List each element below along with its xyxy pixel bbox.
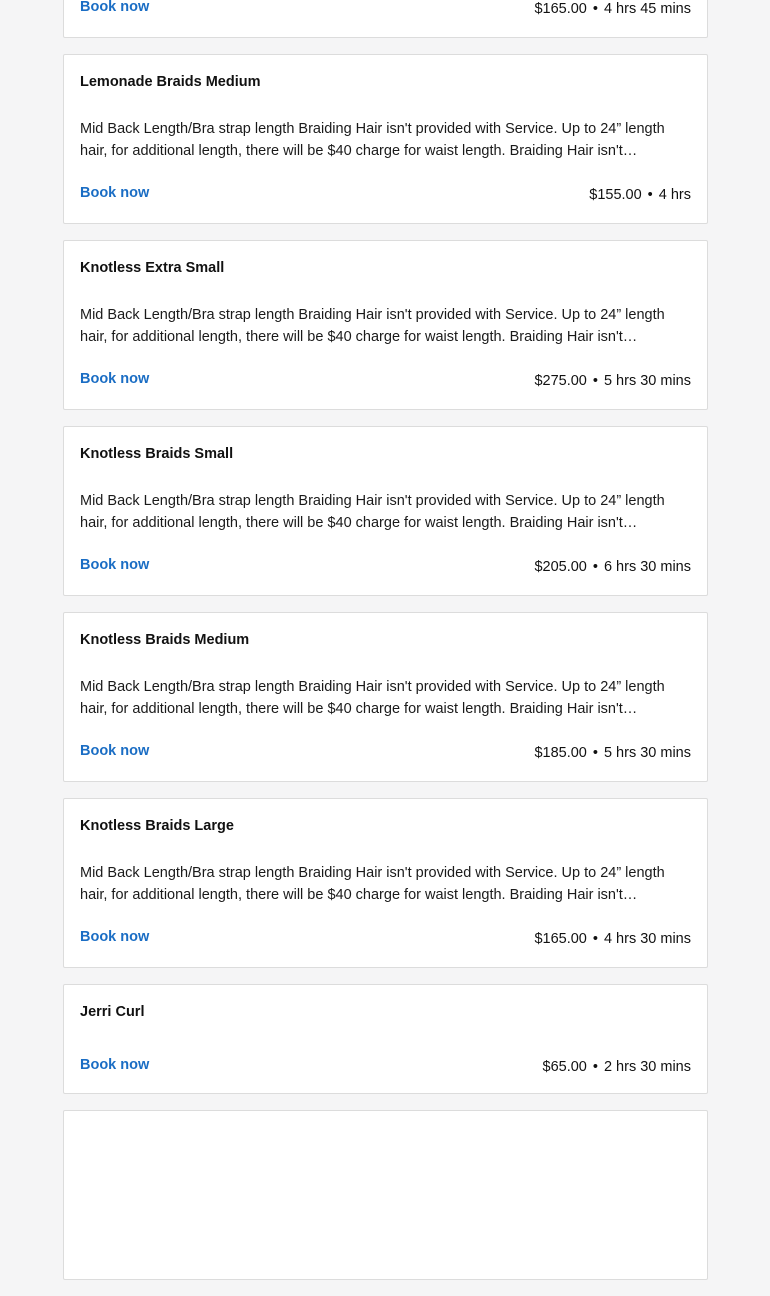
- service-duration: 4 hrs 30 mins: [603, 931, 691, 947]
- book-now-button[interactable]: Book now: [80, 1057, 150, 1073]
- service-card: [63, 612, 708, 782]
- service-description: Mid Back Length/Bra strap length Braiding Hair isn't provided with Service. Up to 24” length hair, for additional length, there will be $40 charge for waist length. Braiding Hair isn't…: [80, 865, 665, 903]
- service-price: $65.00: [542, 1059, 587, 1075]
- separator-dot: •: [647, 187, 653, 203]
- service-card: [63, 1110, 708, 1280]
- separator-dot: •: [592, 745, 598, 761]
- service-duration: 2 hrs 30 mins: [603, 1059, 691, 1075]
- service-duration: 6 hrs 30 mins: [603, 559, 691, 575]
- service-card: [63, 54, 708, 224]
- service-duration: 4 hrs: [658, 187, 691, 203]
- service-title: Jerri Curl: [80, 1004, 145, 1020]
- service-price: $205.00: [534, 559, 587, 575]
- service-duration: 4 hrs 45 mins: [603, 1, 691, 17]
- book-now-button[interactable]: Book now: [80, 743, 150, 759]
- service-title: Knotless Braids Medium: [80, 632, 250, 648]
- service-card: [63, 984, 708, 1094]
- service-price-duration: [534, 1, 691, 17]
- service-price-duration: [543, 1059, 691, 1075]
- service-price: $275.00: [534, 373, 587, 389]
- service-description: Mid Back Length/Bra strap length Braiding Hair isn't provided with Service. Up to 24” length hair, for additional length, there will be $40 charge for waist length. Braiding Hair isn't…: [80, 493, 665, 531]
- separator-dot: •: [592, 559, 598, 575]
- service-title: Lemonade Braids Medium: [80, 74, 261, 90]
- service-price: $185.00: [534, 745, 587, 761]
- book-now-button[interactable]: Book now: [80, 929, 150, 945]
- service-card: [63, 798, 708, 968]
- service-title: Knotless Braids Large: [80, 818, 234, 834]
- service-price-duration: [589, 187, 691, 203]
- service-list: [63, 0, 708, 1296]
- separator-dot: •: [592, 373, 598, 389]
- service-card: [63, 240, 708, 410]
- separator-dot: •: [592, 1, 598, 17]
- service-price: $165.00: [534, 1, 587, 17]
- service-title: Knotless Extra Small: [80, 260, 225, 276]
- service-description: Mid Back Length/Bra strap length Braiding Hair isn't provided with Service. Up to 24” length hair, for additional length, there will be $40 charge for waist length. Braiding Hair isn't…: [80, 679, 665, 717]
- service-price-duration: [534, 373, 691, 389]
- service-price-duration: [534, 745, 691, 761]
- service-duration: 5 hrs 30 mins: [603, 745, 691, 761]
- book-now-button[interactable]: Book now: [80, 185, 150, 201]
- service-description: Mid Back Length/Bra strap length Braiding Hair isn't provided with Service. Up to 24” length hair, for additional length, there will be $40 charge for waist length. Braiding Hair isn't…: [80, 307, 665, 345]
- service-price-duration: [534, 559, 691, 575]
- service-card: [63, 0, 708, 38]
- book-now-button[interactable]: Book now: [80, 0, 150, 15]
- book-now-button[interactable]: Book now: [80, 371, 150, 387]
- separator-dot: •: [592, 931, 598, 947]
- service-card: [63, 426, 708, 596]
- service-title: Knotless Braids Small: [80, 446, 234, 462]
- service-price: $155.00: [589, 187, 642, 203]
- service-description: Mid Back Length/Bra strap length Braiding Hair isn't provided with Service. Up to 24” length hair, for additional length, there will be $40 charge for waist length. Braiding Hair isn't…: [80, 121, 665, 159]
- service-price: $165.00: [534, 931, 587, 947]
- service-price-duration: [534, 931, 691, 947]
- service-duration: 5 hrs 30 mins: [603, 373, 691, 389]
- separator-dot: •: [592, 1059, 598, 1075]
- book-now-button[interactable]: Book now: [80, 557, 150, 573]
